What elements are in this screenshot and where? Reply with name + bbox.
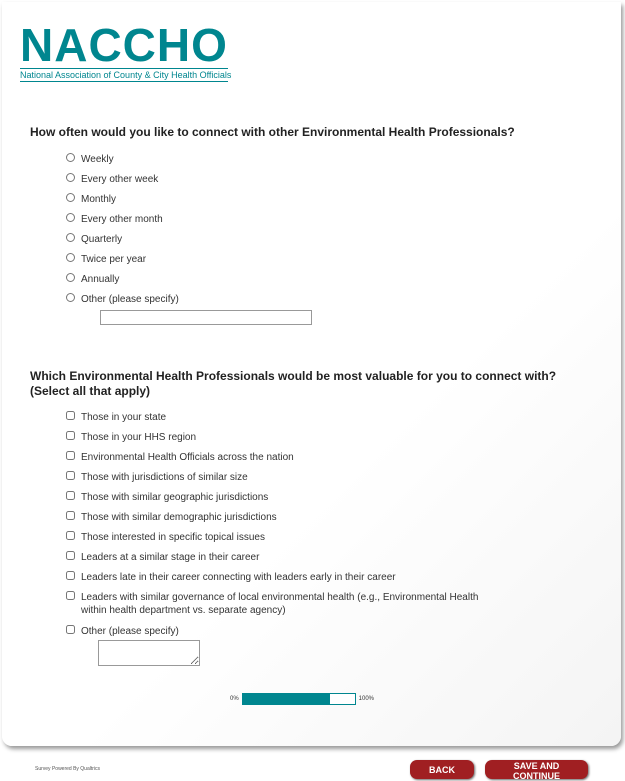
frequency-radio[interactable]	[66, 253, 75, 262]
frequency-option[interactable]	[66, 213, 179, 233]
question-2-text: Which Environmental Health Professionals would be most valuable for you to connect with? (Select all that apply)	[30, 369, 557, 398]
option-label: Leaders with similar governance of local environmental health (e.g., Environmental Health within health department vs. separate agency)	[81, 592, 479, 616]
frequency-option[interactable]	[66, 273, 179, 293]
frequency-radio[interactable]	[66, 213, 75, 222]
professional-type-checkbox[interactable]	[66, 511, 75, 520]
professional-type-checkbox[interactable]	[66, 591, 75, 600]
question-1-text: How often would you like to connect with other Environmental Health Professionals?	[30, 125, 515, 139]
option-label: Those with similar demographic jurisdictions	[81, 512, 277, 523]
professional-type-checkbox[interactable]	[66, 451, 75, 460]
professional-type-option[interactable]	[66, 511, 501, 531]
professional-type-checkbox[interactable]	[66, 625, 75, 634]
professional-type-checkbox[interactable]	[66, 431, 75, 440]
frequency-radio[interactable]	[66, 233, 75, 242]
save-and-continue-button[interactable]: SAVE AND CONTINUE	[485, 760, 588, 779]
back-button[interactable]: BACK	[410, 760, 474, 779]
frequency-radio[interactable]	[66, 273, 75, 282]
question-2-options	[66, 411, 501, 645]
progress-max-label: 100%	[358, 696, 375, 702]
professional-type-checkbox[interactable]	[66, 571, 75, 580]
professional-type-option[interactable]	[66, 431, 501, 451]
footer-credit: Survey Powered By Qualtrics	[35, 766, 101, 772]
option-label: Those with similar geographic jurisdictions	[81, 492, 269, 503]
option-label: Quarterly	[81, 234, 123, 245]
question-1-options	[66, 153, 179, 313]
frequency-radio[interactable]	[66, 193, 75, 202]
frequency-radio[interactable]	[66, 293, 75, 302]
progress-min-label: 0%	[230, 696, 239, 702]
q2-other-textarea[interactable]	[98, 640, 200, 666]
professional-type-option[interactable]	[66, 531, 501, 551]
frequency-radio[interactable]	[66, 173, 75, 182]
option-label: Annually	[81, 274, 120, 285]
progress-fill	[243, 694, 330, 704]
option-label: Every other week	[81, 174, 159, 185]
progress	[230, 693, 374, 705]
option-label: Environmental Health Officials across the nation	[81, 452, 294, 463]
frequency-option[interactable]	[66, 253, 179, 273]
professional-type-option[interactable]	[66, 551, 501, 571]
option-label: Leaders late in their career connecting with leaders early in their career	[81, 572, 396, 583]
q1-other-input[interactable]	[100, 310, 312, 325]
professional-type-option[interactable]	[66, 591, 501, 625]
option-label: Leaders at a similar stage in their career	[81, 552, 260, 563]
option-label: Other (please specify)	[81, 626, 179, 637]
naccho-logo	[20, 19, 232, 82]
frequency-option[interactable]	[66, 233, 179, 253]
option-label: Those interested in specific topical issues	[81, 532, 265, 543]
option-label: Those with jurisdictions of similar size	[81, 472, 248, 483]
professional-type-checkbox[interactable]	[66, 531, 75, 540]
professional-type-checkbox[interactable]	[66, 471, 75, 480]
option-label: Those in your state	[81, 412, 167, 423]
option-label: Other (please specify)	[81, 294, 179, 305]
professional-type-option[interactable]	[66, 451, 501, 471]
frequency-radio[interactable]	[66, 153, 75, 162]
progress-bar	[242, 693, 356, 705]
frequency-option[interactable]	[66, 153, 179, 173]
professional-type-option[interactable]	[66, 411, 501, 431]
professional-type-checkbox[interactable]	[66, 551, 75, 560]
logo-name: NACCHO	[20, 19, 228, 71]
option-label: Every other month	[81, 214, 163, 225]
professional-type-checkbox[interactable]	[66, 411, 75, 420]
professional-type-option[interactable]	[66, 471, 501, 491]
professional-type-option[interactable]	[66, 491, 501, 511]
frequency-option[interactable]	[66, 173, 179, 193]
option-label: Twice per year	[81, 254, 147, 265]
option-label: Monthly	[81, 194, 117, 205]
frequency-option[interactable]	[66, 193, 179, 213]
professional-type-checkbox[interactable]	[66, 491, 75, 500]
logo-subtitle: National Association of County & City Health Officials	[20, 70, 232, 80]
option-label: Those in your HHS region	[81, 432, 197, 443]
professional-type-option[interactable]	[66, 571, 501, 591]
option-label: Weekly	[81, 154, 114, 165]
